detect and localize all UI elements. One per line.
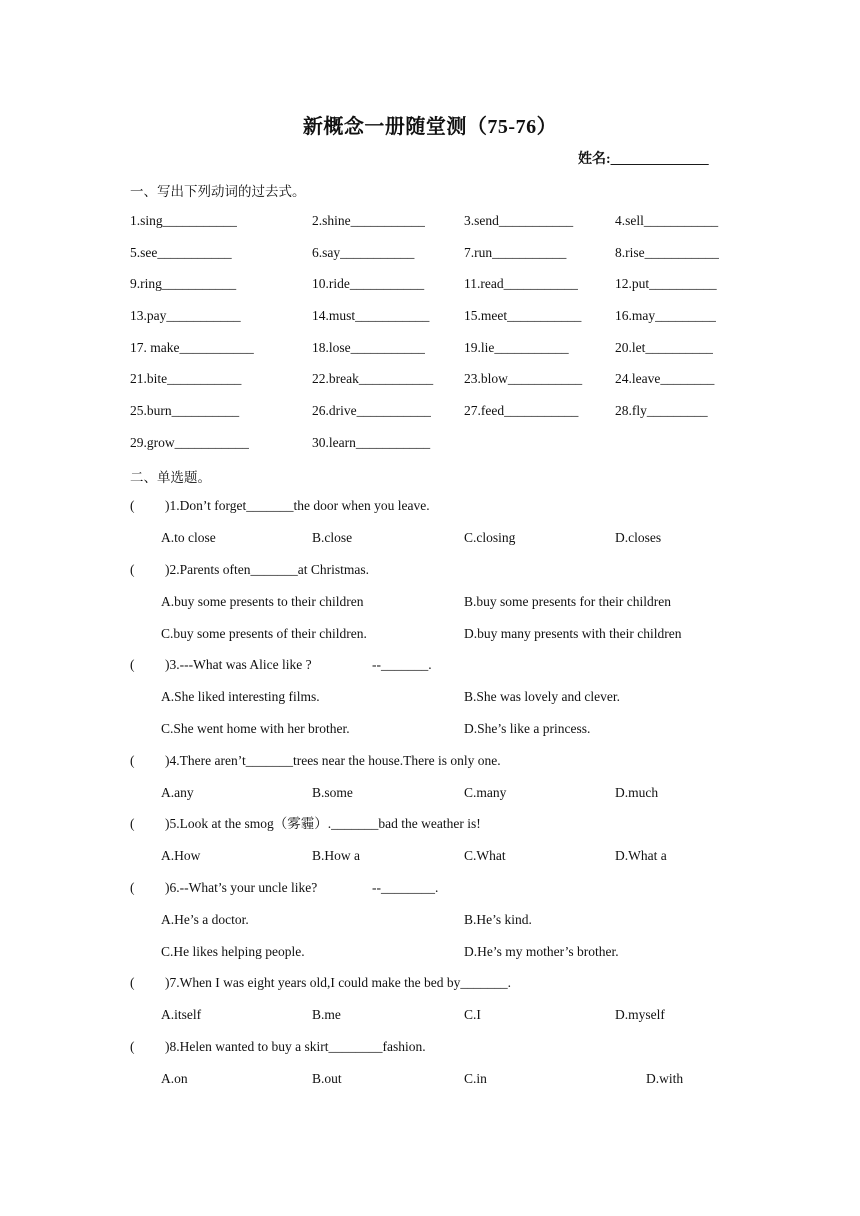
option-d: D.myself <box>615 1007 665 1022</box>
question-text: )6.--What’s your uncle like? <box>165 880 318 895</box>
verb-item: 25.burn__________ <box>130 403 240 418</box>
verb-item: 6.say___________ <box>312 245 415 260</box>
verb-item: 12.put__________ <box>615 276 717 291</box>
verb-item: 1.sing___________ <box>130 213 237 228</box>
verb-item: 8.rise___________ <box>615 245 719 260</box>
verb-item: 15.meet___________ <box>464 308 582 323</box>
verb-item: 23.blow___________ <box>464 371 583 386</box>
verb-item: 20.let__________ <box>615 340 713 355</box>
question-text: )3.---What was Alice like ? <box>165 657 312 672</box>
answer-paren: ( <box>130 1039 135 1054</box>
verb-item: 4.sell___________ <box>615 213 719 228</box>
verb-item: 18.lose___________ <box>312 340 425 355</box>
verb-item: 19.lie___________ <box>464 340 569 355</box>
answer-paren: ( <box>130 816 135 831</box>
option-d: D.much <box>615 785 659 800</box>
option-a: A.any <box>161 785 194 800</box>
verb-item: 30.learn___________ <box>312 435 431 450</box>
verb-item: 28.fly_________ <box>615 403 708 418</box>
option-a: A.itself <box>161 1007 202 1022</box>
option-b: B.She was lovely and clever. <box>464 689 620 704</box>
verb-item: 10.ride___________ <box>312 276 425 291</box>
verb-item: 21.bite___________ <box>130 371 242 386</box>
option-c: C.in <box>464 1071 487 1086</box>
question-text: )1.Don’t forget_______the door when you leave. <box>165 498 430 513</box>
option-c: C.closing <box>464 530 516 545</box>
answer-paren: ( <box>130 975 135 990</box>
option-c: C.I <box>464 1007 481 1022</box>
verb-item: 17. make___________ <box>130 340 254 355</box>
option-b: B.buy some presents for their children <box>464 594 671 609</box>
option-d: D.with <box>646 1071 684 1086</box>
option-b: B.some <box>312 785 353 800</box>
verb-item: 3.send___________ <box>464 213 574 228</box>
option-a: A.buy some presents to their children <box>161 594 364 609</box>
option-c: C.She went home with her brother. <box>161 721 350 736</box>
option-a: A.How <box>161 848 201 863</box>
option-a: A.She liked interesting films. <box>161 689 320 704</box>
verb-item: 27.feed___________ <box>464 403 579 418</box>
verb-item: 16.may_________ <box>615 308 716 323</box>
answer-paren: ( <box>130 562 135 577</box>
question-answer-blank: --________. <box>372 880 439 895</box>
question-answer-blank: --_______. <box>372 657 432 672</box>
option-c: C.many <box>464 785 507 800</box>
option-c: C.He likes helping people. <box>161 944 305 959</box>
option-b: B.out <box>312 1071 342 1086</box>
verb-item: 13.pay___________ <box>130 308 241 323</box>
answer-paren: ( <box>130 498 135 513</box>
option-d: D.He’s my mother’s brother. <box>464 944 619 959</box>
option-a: A.to close <box>161 530 216 545</box>
question-text: )5.Look at the smog（雾霾）._______bad the weather is! <box>165 816 481 831</box>
option-c: C.What <box>464 848 506 863</box>
question-text: )8.Helen wanted to buy a skirt________fashion. <box>165 1039 426 1054</box>
page-title: 新概念一册随堂测（75-76） <box>302 116 558 138</box>
verb-item: 7.run___________ <box>464 245 567 260</box>
option-d: D.buy many presents with their children <box>464 626 682 641</box>
verb-item: 22.break___________ <box>312 371 434 386</box>
option-b: B.He’s kind. <box>464 912 532 927</box>
option-b: B.close <box>312 530 353 545</box>
option-d: D.closes <box>615 530 662 545</box>
option-b: B.me <box>312 1007 341 1022</box>
verb-item: 5.see___________ <box>130 245 232 260</box>
option-c: C.buy some presents of their children. <box>161 626 367 641</box>
answer-paren: ( <box>130 880 135 895</box>
name-field-label: 姓名:______________ <box>578 152 709 167</box>
option-b: B.How a <box>312 848 360 863</box>
question-text: )4.There aren’t_______trees near the house.There is only one. <box>165 753 501 768</box>
option-d: D.She’s like a princess. <box>464 721 591 736</box>
option-a: A.on <box>161 1071 188 1086</box>
verb-item: 24.leave________ <box>615 371 715 386</box>
section-2-heading: 二、单选题。 <box>130 470 211 485</box>
verb-item: 29.grow___________ <box>130 435 249 450</box>
option-a: A.He’s a doctor. <box>161 912 249 927</box>
option-d: D.What a <box>615 848 667 863</box>
verb-item: 26.drive___________ <box>312 403 431 418</box>
section-1-heading: 一、写出下列动词的过去式。 <box>130 184 306 199</box>
verb-item: 14.must___________ <box>312 308 430 323</box>
verb-item: 11.read___________ <box>464 276 578 291</box>
verb-item: 9.ring___________ <box>130 276 237 291</box>
verb-item: 2.shine___________ <box>312 213 425 228</box>
question-text: )2.Parents often_______at Christmas. <box>165 562 369 577</box>
answer-paren: ( <box>130 753 135 768</box>
answer-paren: ( <box>130 657 135 672</box>
question-text: )7.When I was eight years old,I could make the bed by_______. <box>165 975 512 990</box>
